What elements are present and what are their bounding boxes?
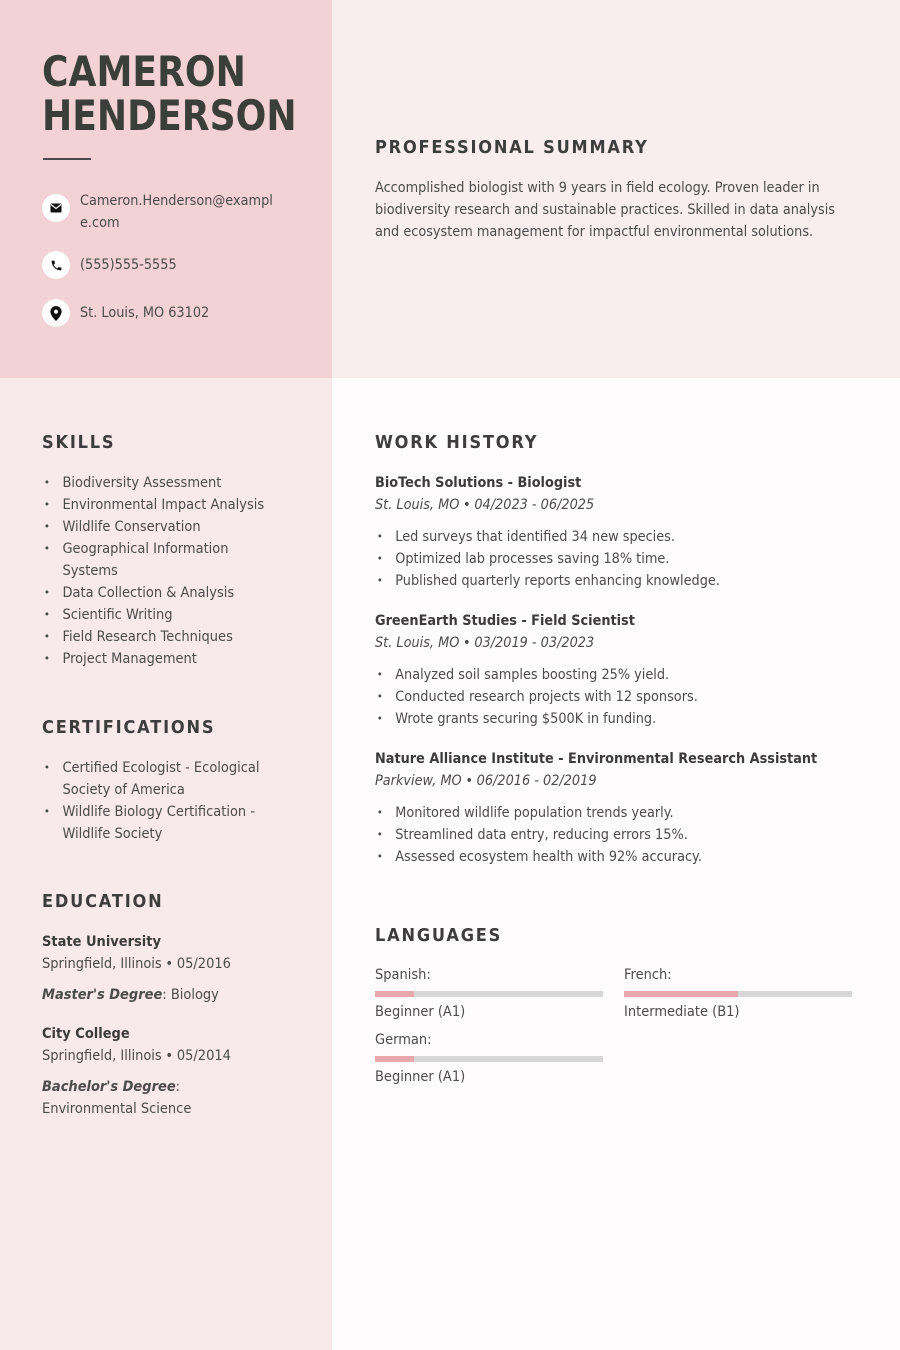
candidate-name — [42, 47, 317, 140]
meta-separator: • — [165, 956, 174, 972]
list-item: • Conducted research projects with 12 sponsors. — [375, 686, 853, 708]
proficiency-fill — [375, 1056, 414, 1062]
job-entry — [375, 472, 853, 592]
last-name: HENDERSON — [42, 91, 297, 140]
job-title-line — [375, 610, 853, 632]
list-item: • Published quarterly reports enhancing knowledge. — [375, 570, 853, 592]
list-item: • Optimized lab processes saving 18% time. — [375, 548, 853, 570]
graduation-date: 05/2016 — [176, 956, 231, 972]
list-item: • Streamlined data entry, reducing errors 15%. — [375, 824, 853, 846]
degree-line: Bachelor's Degree: Environmental Science — [42, 1079, 192, 1117]
title-separator: - — [507, 475, 513, 491]
language-entry — [375, 1030, 603, 1087]
list-item: • Led surveys that identified 34 new species. — [375, 526, 853, 548]
job-bullets — [375, 802, 853, 868]
graduation-date: 05/2014 — [176, 1048, 231, 1064]
company-name: BioTech Solutions — [375, 475, 504, 491]
proficiency-bar — [375, 991, 603, 997]
job-location: St. Louis, MO — [375, 635, 460, 651]
job-title-line — [375, 748, 853, 770]
proficiency-fill — [624, 991, 738, 997]
degree-line: Master's Degree: Biology — [42, 987, 219, 1003]
meta-separator: • — [465, 773, 473, 789]
education-heading: EDUCATION — [42, 891, 164, 912]
list-item: • Monitored wildlife population trends yearly. — [375, 802, 853, 824]
language-level: Beginner (A1) — [375, 1069, 466, 1085]
meta-separator: • — [463, 635, 471, 651]
job-meta — [375, 494, 853, 516]
list-item: • Data Collection & Analysis — [42, 582, 275, 604]
list-item: • Wildlife Biology Certification - Wildlife Society — [42, 801, 279, 845]
summary-heading: PROFESSIONAL SUMMARY — [375, 137, 649, 158]
list-item: • Certified Ecologist - Ecological Society of America — [42, 757, 279, 801]
job-title-line — [375, 472, 853, 494]
list-item: • Wrote grants securing $500K in funding. — [375, 708, 853, 730]
language-entry — [624, 965, 852, 1022]
job-location: St. Louis, MO — [375, 497, 460, 513]
job-role: Biologist — [517, 475, 582, 491]
school-location: Springfield, Illinois — [42, 1048, 162, 1064]
language-name: German: — [375, 1032, 432, 1048]
job-role: Environmental Research Assistant — [568, 751, 818, 767]
job-dates: 06/2016 - 02/2019 — [476, 773, 597, 789]
job-dates: 04/2023 - 06/2025 — [474, 497, 595, 513]
job-bullets — [375, 526, 853, 592]
phone-icon — [42, 251, 70, 279]
school-name: State University — [42, 934, 161, 950]
list-item: • Assessed ecosystem health with 92% accuracy. — [375, 846, 853, 868]
list-item: • Biodiversity Assessment — [42, 472, 275, 494]
title-separator: - — [558, 751, 564, 767]
job-location: Parkview, MO — [375, 773, 462, 789]
language-level: Intermediate (B1) — [624, 1004, 740, 1020]
name-divider — [43, 158, 91, 160]
language-name: Spanish: — [375, 967, 431, 983]
education-entry — [42, 1023, 275, 1120]
skills-list — [42, 472, 275, 670]
company-name: GreenEarth Studies — [375, 613, 517, 629]
meta-separator: • — [165, 1048, 174, 1064]
email-text: Cameron.Henderson@example.com — [80, 193, 273, 231]
proficiency-bar — [375, 1056, 603, 1062]
certifications-heading: CERTIFICATIONS — [42, 717, 216, 738]
degree-type: Master's Degree — [42, 987, 163, 1003]
school-meta — [42, 953, 302, 975]
list-item: • Geographical Information Systems — [42, 538, 242, 582]
list-item: • Field Research Techniques — [42, 626, 275, 648]
title-separator: - — [521, 613, 527, 629]
education-entry — [42, 931, 302, 1006]
degree-field: Biology — [170, 987, 219, 1003]
job-entry — [375, 748, 853, 868]
school-name: City College — [42, 1026, 130, 1042]
proficiency-fill — [375, 991, 414, 997]
language-entry — [375, 965, 603, 1022]
list-item: • Analyzed soil samples boosting 25% yield. — [375, 664, 853, 686]
job-entry — [375, 610, 853, 730]
job-meta — [375, 632, 853, 654]
language-name: French: — [624, 967, 672, 983]
languages-heading: LANGUAGES — [375, 925, 503, 946]
list-item: • Environmental Impact Analysis — [42, 494, 275, 516]
phone-text: (555)555-5555 — [80, 257, 177, 273]
certifications-list — [42, 757, 279, 845]
list-item: • Project Management — [42, 648, 275, 670]
map-pin-icon — [42, 299, 70, 327]
job-dates: 03/2019 - 03/2023 — [474, 635, 595, 651]
envelope-icon — [42, 194, 70, 222]
skills-heading: SKILLS — [42, 432, 116, 453]
list-item: • Wildlife Conservation — [42, 516, 275, 538]
proficiency-bar — [624, 991, 852, 997]
job-meta — [375, 770, 853, 792]
degree-field: Environmental Science — [42, 1101, 192, 1117]
work-history-heading: WORK HISTORY — [375, 432, 539, 453]
meta-separator: • — [463, 497, 471, 513]
list-item: • Scientific Writing — [42, 604, 275, 626]
job-role: Field Scientist — [531, 613, 635, 629]
location-text: St. Louis, MO 63102 — [80, 305, 210, 321]
first-name: CAMERON — [42, 47, 246, 96]
school-meta — [42, 1045, 275, 1067]
job-bullets — [375, 664, 853, 730]
language-level: Beginner (A1) — [375, 1004, 466, 1020]
school-location: Springfield, Illinois — [42, 956, 162, 972]
degree-type: Bachelor's Degree — [42, 1079, 176, 1095]
summary-text: Accomplished biologist with 9 years in field ecology. Proven leader in biodiversity research and sustainable practices. Skilled in data analysis and ecosystem management for impactful environmental solutions. — [375, 180, 835, 240]
company-name: Nature Alliance Institute — [375, 751, 554, 767]
